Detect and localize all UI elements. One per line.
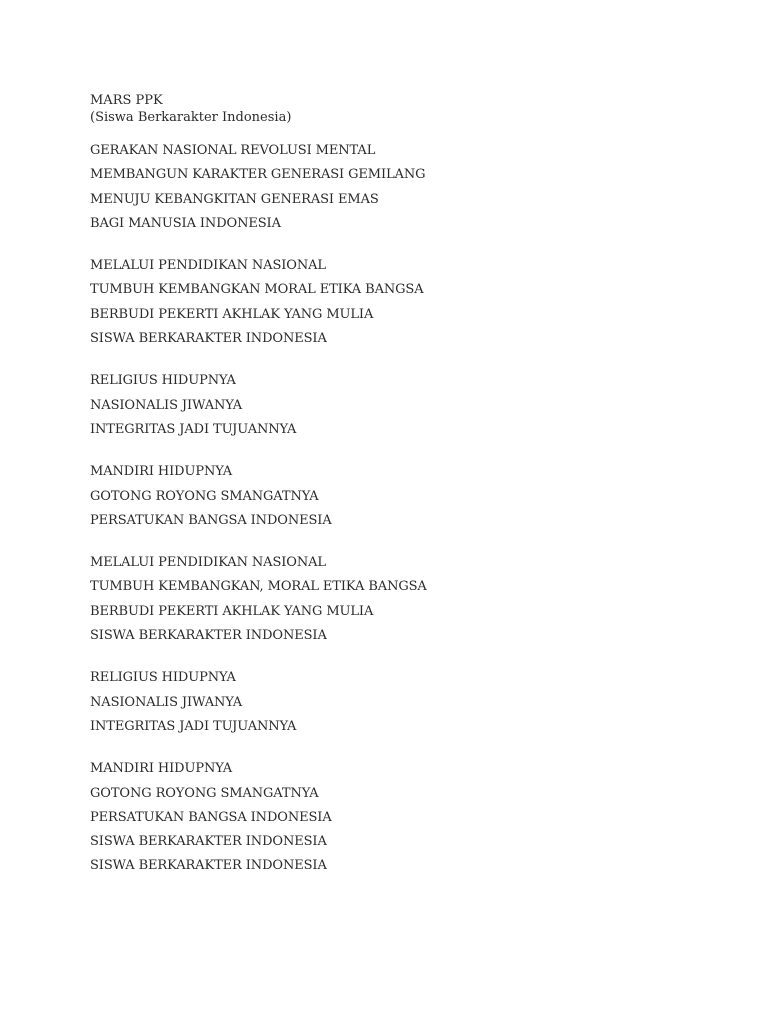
lyric-line: SISWA BERKARAKTER INDONESIA — [90, 628, 327, 644]
lyric-line: MANDIRI HIDUPNYA — [90, 761, 233, 777]
lyric-line: PERSATUKAN BANGSA INDONESIA — [90, 512, 332, 528]
stanza-6 — [90, 666, 730, 739]
lyric-line: TUMBUH KEMBANGKAN, MORAL ETIKA BANGSA — [90, 579, 427, 595]
lyric-line: RELIGIUS HIDUPNYA — [90, 670, 236, 686]
stanza-4 — [90, 460, 730, 533]
lyric-line: MEMBANGUN KARAKTER GENERASI GEMILANG — [90, 167, 426, 183]
lyric-line: RELIGIUS HIDUPNYA — [90, 373, 236, 389]
lyric-line: BERBUDI PEKERTI AKHLAK YANG MULIA — [90, 603, 374, 619]
lyric-line: PERSATUKAN BANGSA INDONESIA — [90, 809, 332, 825]
lyric-line: MELALUI PENDIDIKAN NASIONAL — [90, 258, 326, 274]
lyric-line: GOTONG ROYONG SMANGATNYA — [90, 488, 319, 504]
lyric-line: GERAKAN NASIONAL REVOLUSI MENTAL — [90, 143, 376, 158]
stanza-3 — [90, 369, 730, 442]
lyric-line: INTEGRITAS JADI TUJUANNYA — [90, 421, 297, 437]
lyric-line: SISWA BERKARAKTER INDONESIA — [90, 331, 327, 347]
lyric-line: BAGI MANUSIA INDONESIA — [90, 215, 281, 231]
stanza-1 — [90, 139, 730, 236]
lyric-line: BERBUDI PEKERTI AKHLAK YANG MULIA — [90, 306, 374, 322]
lyric-line: MENUJU KEBANGKITAN GENERASI EMAS — [90, 191, 379, 207]
document-subtitle: (Siswa Berkarakter Indonesia) — [90, 110, 292, 125]
lyric-line: NASIONALIS JIWANYA — [90, 694, 243, 710]
lyric-line: NASIONALIS JIWANYA — [90, 397, 243, 413]
lyric-line: MELALUI PENDIDIKAN NASIONAL — [90, 555, 326, 571]
lyric-line: TUMBUH KEMBANGKAN MORAL ETIKA BANGSA — [90, 282, 424, 298]
title-block — [90, 92, 730, 126]
document-page — [90, 92, 730, 897]
lyric-line: GOTONG ROYONG SMANGATNYA — [90, 785, 319, 801]
document-title: MARS PPK — [90, 93, 163, 108]
stanza-2 — [90, 254, 730, 351]
lyric-line: INTEGRITAS JADI TUJUANNYA — [90, 718, 297, 734]
lyric-line: SISWA BERKARAKTER INDONESIA — [90, 834, 327, 850]
lyric-line: SISWA BERKARAKTER INDONESIA — [90, 858, 327, 874]
lyric-line: MANDIRI HIDUPNYA — [90, 464, 233, 480]
stanza-7 — [90, 757, 730, 878]
stanza-5 — [90, 551, 730, 648]
